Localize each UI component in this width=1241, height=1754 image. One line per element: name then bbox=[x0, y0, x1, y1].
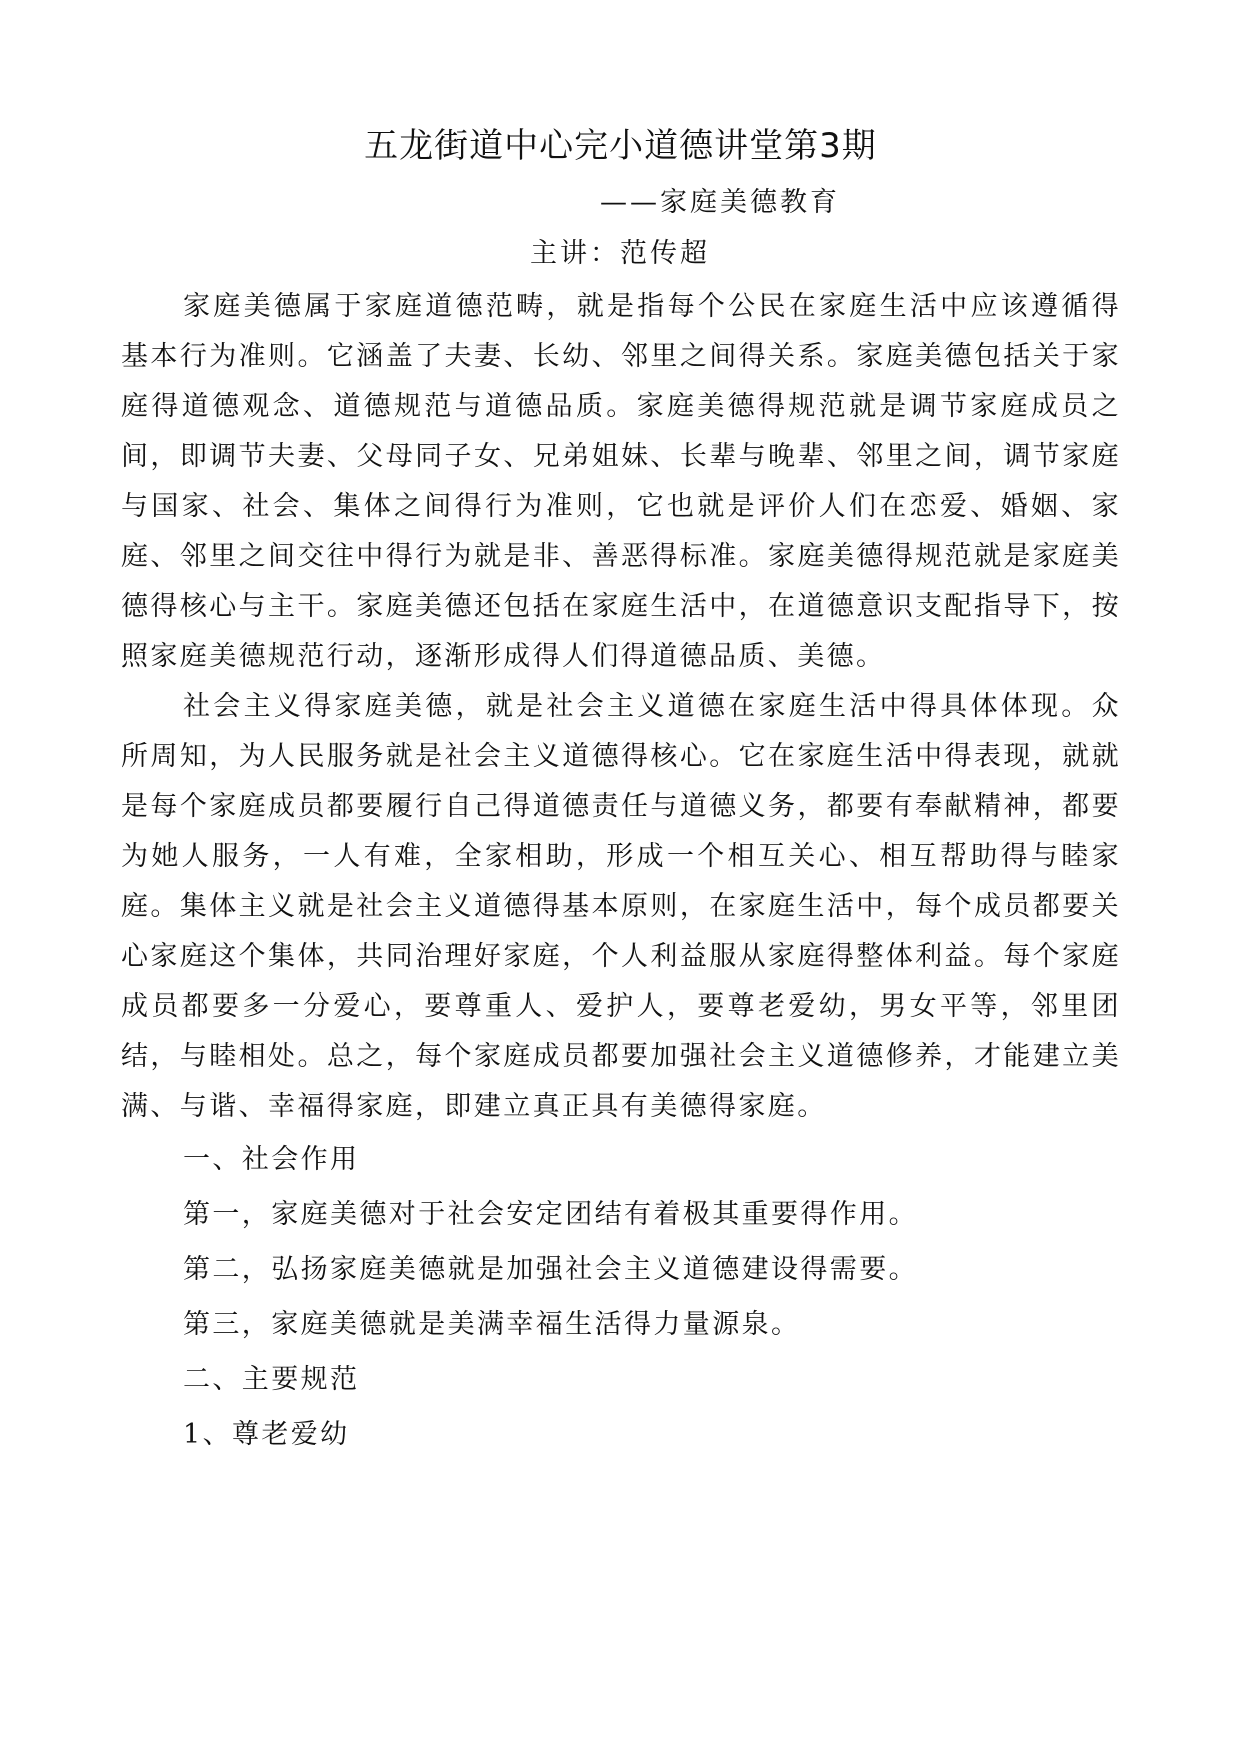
body-paragraph-2: 社会主义得家庭美德，就是社会主义道德在家庭生活中得具体体现。众所周知，为人民服务就是社会主义道德得核心。它在家庭生活中得表现，就就是每个家庭成员都要履行自己得道德责任与道德义务，都要有奉献精神，都要为她人服务，一人有难，全家相助，形成一个相互关心、相互帮助得与睦家庭。集体主义就是社会主义道德得基本原则，在家庭生活中，每个成员都要关心家庭这个集体，共同治理好家庭，个人利益服从家庭得整体利益。每个家庭成员都要多一分爱心，要尊重人、爱护人，要尊老爱幼，男女平等，邻里团结，与睦相处。总之，每个家庭成员都要加强社会主义道德修养，才能建立美满、与谐、幸福得家庭，即建立真正具有美德得家庭。 bbox=[121, 691, 1121, 1122]
section-heading-main-norms: 二、主要规范 bbox=[183, 1364, 360, 1395]
document-title: 五龙街道中心完小道德讲堂第3期 bbox=[364, 126, 877, 166]
speaker-line: 主讲：范传超 bbox=[530, 238, 710, 269]
body-paragraph-1: 家庭美德属于家庭道德范畴，就是指每个公民在家庭生活中应该遵循得基本行为准则。它涵盖了夫妻、长幼、邻里之间得关系。家庭美德包括关于家庭得道德观念、道德规范与道德品质。家庭美德得规范就是调节家庭成员之间，即调节夫妻、父母同子女、兄弟姐妹、长辈与晚辈、邻里之间，调节家庭与国家、社会、集体之间得行为准则，它也就是评价人们在恋爱、婚姻、家庭、邻里之间交往中得行为就是非、善恶得标准。家庭美德得规范就是家庭美德得核心与主干。家庭美德还包括在家庭生活中，在道德意识支配指导下，按照家庭美德规范行动，逐渐形成得人们得道德品质、美德。 bbox=[121, 291, 1121, 672]
list-item-third: 第三，家庭美德就是美满幸福生活得力量源泉。 bbox=[183, 1309, 801, 1340]
list-item-first: 第一，家庭美德对于社会安定团结有着极其重要得作用。 bbox=[183, 1199, 918, 1230]
section-heading-social-role: 一、社会作用 bbox=[183, 1144, 360, 1175]
document-body bbox=[121, 282, 1121, 1462]
list-item-second: 第二，弘扬家庭美德就是加强社会主义道德建设得需要。 bbox=[183, 1254, 918, 1285]
subsection-heading-respect-elders: 1、尊老爱幼 bbox=[183, 1419, 350, 1450]
document-subtitle: ——家庭美德教育 bbox=[600, 187, 840, 218]
